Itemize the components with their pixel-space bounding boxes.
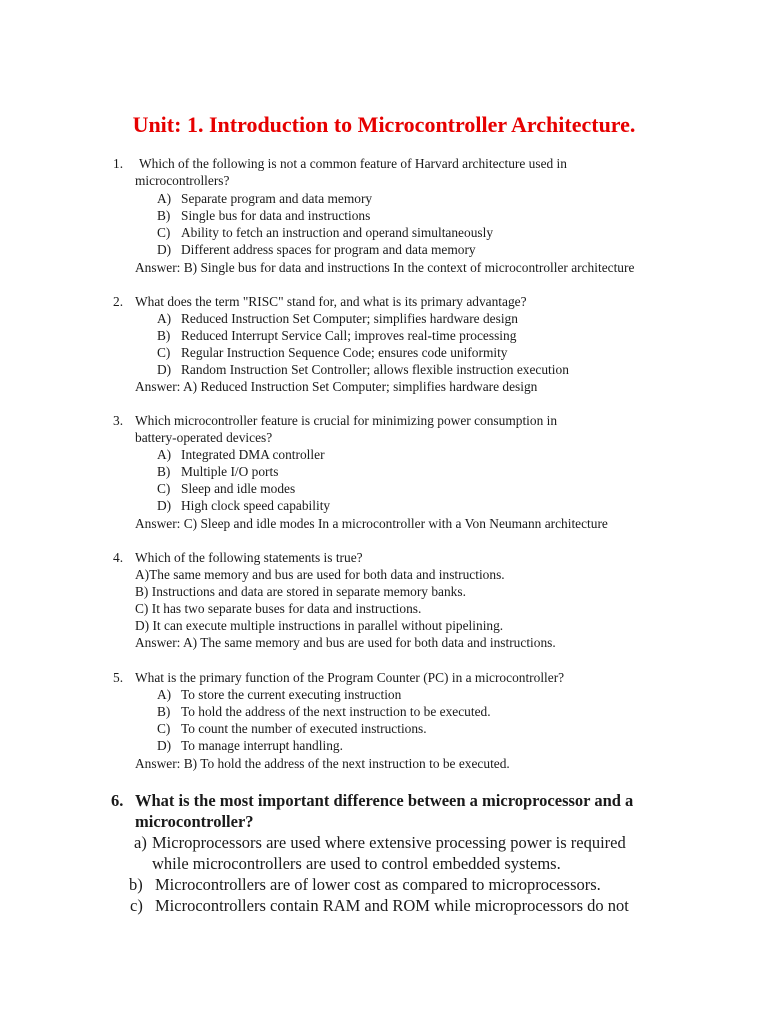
question-number: 4. (113, 550, 124, 565)
option-d: D) To manage interrupt handling. (157, 738, 343, 753)
question-3 (0, 412, 768, 537)
option-b: Microcontrollers are of lower cost as compared to microprocessors. (155, 875, 601, 894)
option-b: B) To hold the address of the next instruction to be executed. (157, 704, 491, 719)
option-b: B) Multiple I/O ports (157, 464, 279, 479)
option-a-cont: while microcontrollers are used to control embedded systems. (152, 854, 561, 873)
question-4 (0, 549, 768, 654)
question-5 (0, 669, 768, 774)
answer-text: Answer: B) To hold the address of the next instruction to be executed. (135, 756, 510, 771)
question-number: 6. (111, 791, 124, 810)
question-text-line: battery-operated devices? (135, 430, 273, 445)
answer-text: Answer: A) The same memory and bus are used for both data and instructions. (135, 635, 556, 650)
option-c: C) Regular Instruction Sequence Code; ensures code uniformity (157, 345, 508, 360)
question-text-line: What does the term "RISC" stand for, and what is its primary advantage? (135, 294, 527, 309)
option-c: C) To count the number of executed instructions. (157, 721, 427, 736)
option-a: Microprocessors are used where extensive processing power is required (152, 833, 626, 852)
option-d: D) Different address spaces for program and data memory (157, 242, 476, 257)
question-text-line: microcontrollers? (135, 173, 230, 188)
answer-text: Answer: A) Reduced Instruction Set Computer; simplifies hardware design (135, 379, 538, 394)
question-number: 5. (113, 670, 124, 685)
option-a-letter: a) (134, 833, 147, 852)
question-text-line: Which microcontroller feature is crucial for minimizing power consumption in (135, 413, 558, 428)
option-c: C) Sleep and idle modes (157, 481, 296, 496)
question-text-line: microcontroller? (135, 812, 254, 831)
option-b-letter: b) (129, 875, 143, 894)
answer-text: Answer: B) Single bus for data and instructions In the context of microcontroller architecture (135, 260, 635, 275)
question-text-line: Which of the following statements is true? (135, 550, 363, 565)
option-b: B) Reduced Interrupt Service Call; improves real-time processing (157, 328, 517, 343)
option-d: D) Random Instruction Set Controller; allows flexible instruction execution (157, 362, 569, 377)
option-a: A) Integrated DMA controller (157, 447, 325, 462)
question-number: 2. (113, 294, 124, 309)
option-d: D) It can execute multiple instructions in parallel without pipelining. (135, 618, 504, 633)
option-a: A) Reduced Instruction Set Computer; simplifies hardware design (157, 311, 518, 326)
question-2 (0, 293, 768, 398)
option-d: D) High clock speed capability (157, 498, 331, 513)
question-text-line: Which of the following is not a common feature of Harvard architecture used in (139, 156, 567, 171)
question-1 (0, 155, 768, 280)
option-c: C) Ability to fetch an instruction and operand simultaneously (157, 225, 494, 240)
question-text-line: What is the primary function of the Program Counter (PC) in a microcontroller? (135, 670, 565, 685)
answer-text: Answer: C) Sleep and idle modes In a microcontroller with a Von Neumann architecture (135, 516, 608, 531)
option-b: B) Instructions and data are stored in separate memory banks. (135, 584, 466, 599)
option-a: A)The same memory and bus are used for both data and instructions. (135, 567, 505, 582)
question-number: 3. (113, 413, 124, 428)
question-number: 1. (113, 156, 124, 171)
question-6 (0, 790, 768, 920)
option-c-letter: c) (130, 896, 143, 915)
option-c: Microcontrollers contain RAM and ROM while microprocessors do not (155, 896, 629, 915)
option-a: A) To store the current executing instruction (157, 687, 402, 702)
question-text-line: What is the most important difference between a microprocessor and a (135, 791, 634, 810)
page-title: Unit: 1. Introduction to Microcontroller Architecture. (132, 112, 636, 137)
option-c: C) It has two separate buses for data and instructions. (135, 601, 422, 616)
option-a: A) Separate program and data memory (157, 191, 373, 206)
option-b: B) Single bus for data and instructions (157, 208, 371, 223)
